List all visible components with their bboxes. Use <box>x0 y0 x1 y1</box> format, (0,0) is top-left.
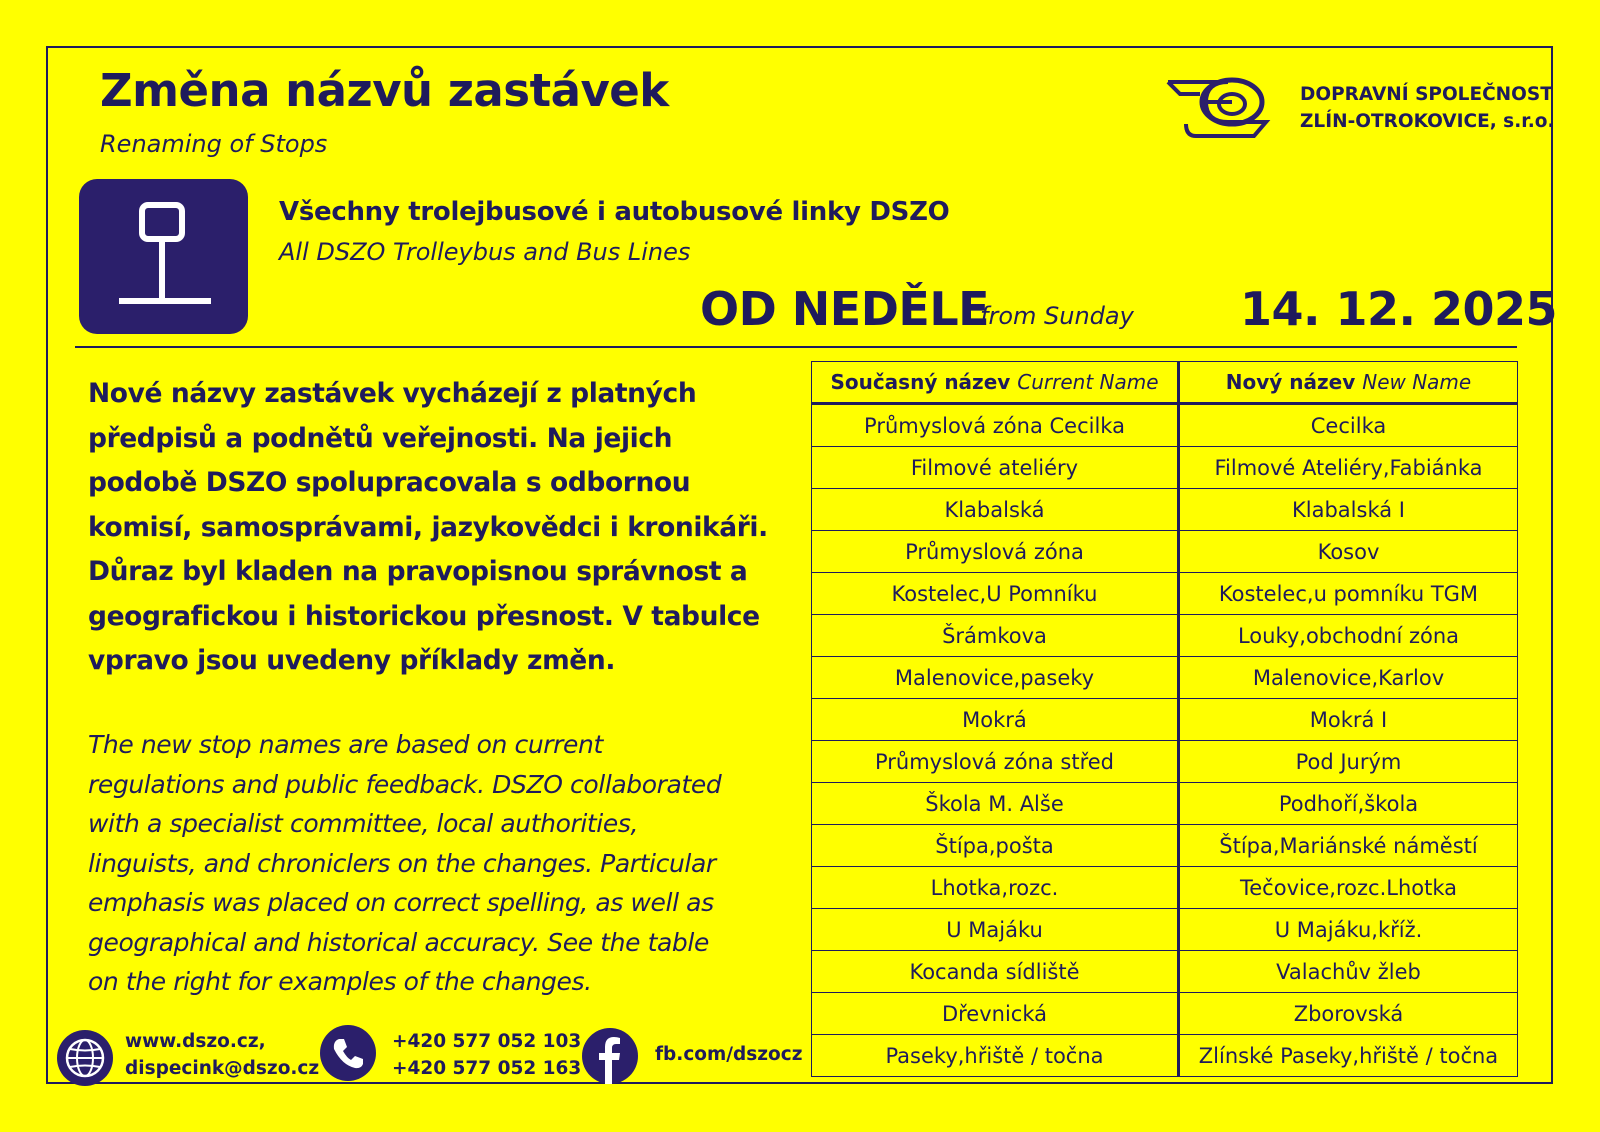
new-name-cell: Podhoří,škola <box>1179 783 1518 825</box>
phone-icon <box>320 1025 376 1081</box>
column-header-new-cz: Nový název <box>1225 370 1356 394</box>
intro-cz-line: vpravo jsou uvedeny příklady změn. <box>88 645 615 676</box>
table-row <box>812 657 1518 699</box>
current-name-cell: Štípa,pošta <box>812 825 1179 867</box>
intro-en-line: emphasis was placed on correct spelling, as well as <box>88 888 714 917</box>
new-name-cell: Štípa,Mariánské náměstí <box>1179 825 1518 867</box>
new-name-cell: Malenovice,Karlov <box>1179 657 1518 699</box>
intro-en-line: regulations and public feedback. DSZO collaborated <box>88 769 722 799</box>
intro-czech <box>88 372 788 684</box>
new-name-cell: Filmové Ateliéry,Fabiánka <box>1179 447 1518 489</box>
new-name-cell: Kostelec,u pomníku TGM <box>1179 573 1518 615</box>
intro-cz-line: Důraz byl kladen na pravopisnou správnost a <box>88 556 748 587</box>
current-name-cell: Škola M. Alše <box>812 783 1179 825</box>
table-row <box>812 825 1518 867</box>
current-name-cell: Filmové ateliéry <box>812 447 1179 489</box>
table-row <box>812 741 1518 783</box>
page-subtitle: Renaming of Stops <box>100 130 328 158</box>
table-row <box>812 489 1518 531</box>
new-name-cell: Zborovská <box>1179 993 1518 1035</box>
current-name-cell: U Majáku <box>812 909 1179 951</box>
table-row <box>812 447 1518 489</box>
table-row <box>812 783 1518 825</box>
current-name-cell: Paseky,hřiště / točna <box>812 1035 1179 1077</box>
intro-cz-line: Nové názvy zastávek vycházejí z platných <box>88 378 697 409</box>
column-header-current-en: Current Name <box>1017 370 1159 394</box>
new-name-cell: Klabalská I <box>1179 489 1518 531</box>
new-name-cell: Mokrá I <box>1179 699 1518 741</box>
current-name-cell: Klabalská <box>812 489 1179 531</box>
table-row <box>812 867 1518 909</box>
lines-title: Všechny trolejbusové i autobusové linky DSZO <box>279 197 950 227</box>
intro-cz-line: komisí, samosprávami, jazykovědci i kronikáři. <box>88 511 768 543</box>
intro-en-line: geographical and historical accuracy. See the table <box>88 927 709 957</box>
table-row <box>812 404 1518 447</box>
intro-cz-line: předpisů a podnětů veřejnosti. Na jejich <box>88 422 673 454</box>
current-name-cell: Kostelec,U Pomníku <box>812 573 1179 615</box>
table-header-row <box>812 362 1518 404</box>
bus-stop-icon <box>79 179 248 334</box>
new-name-cell: Cecilka <box>1179 404 1518 447</box>
footer-phones <box>392 1028 581 1082</box>
current-name-cell: Mokrá <box>812 699 1179 741</box>
lines-subtitle: All DSZO Trolleybus and Bus Lines <box>279 238 691 266</box>
intro-en-line: The new stop names are based on current <box>88 730 603 759</box>
header-divider <box>75 346 1517 348</box>
column-header-current-cz: Současný název <box>830 370 1011 394</box>
table-row <box>812 531 1518 573</box>
footer-web <box>125 1028 319 1082</box>
column-header-current <box>812 362 1179 404</box>
new-name-cell: U Majáku,kříž. <box>1179 909 1518 951</box>
new-name-cell: Tečovice,rozc.Lhotka <box>1179 867 1518 909</box>
company-name <box>1300 81 1554 135</box>
table-row <box>812 1035 1518 1077</box>
current-name-cell: Průmyslová zóna střed <box>812 741 1179 783</box>
table-row <box>812 909 1518 951</box>
facebook-link[interactable]: fb.com/dszocz <box>655 1044 803 1065</box>
current-name-cell: Průmyslová zóna Cecilka <box>812 404 1179 447</box>
facebook-icon <box>582 1028 638 1084</box>
new-name-cell: Louky,obchodní zóna <box>1179 615 1518 657</box>
new-name-cell: Zlínské Paseky,hřiště / točna <box>1179 1035 1518 1077</box>
new-name-cell: Pod Jurým <box>1179 741 1518 783</box>
intro-cz-line: podobě DSZO spolupracovala s odbornou <box>88 467 691 498</box>
globe-icon <box>57 1030 113 1086</box>
current-name-cell: Šrámkova <box>812 615 1179 657</box>
current-name-cell: Průmyslová zóna <box>812 531 1179 573</box>
email-link[interactable]: dispecink@dszo.cz <box>125 1058 320 1079</box>
intro-en-line: on the right for examples of the changes. <box>88 967 592 996</box>
new-name-cell: Kosov <box>1179 531 1518 573</box>
dszo-logo-icon <box>1166 72 1278 142</box>
intro-en-line: with a specialist committee, local authorities, <box>88 809 638 838</box>
effective-label-en: from Sunday <box>980 302 1134 330</box>
website-link[interactable]: www.dszo.cz, <box>125 1031 266 1052</box>
intro-cz-line: geografickou i historickou přesnost. V tabulce <box>88 600 760 632</box>
table-row <box>812 951 1518 993</box>
intro-en-line: linguists, and chroniclers on the changes. Particular <box>88 848 716 878</box>
column-header-new-en: New Name <box>1362 370 1472 394</box>
table-row <box>812 573 1518 615</box>
page-title: Změna názvů zastávek <box>100 64 669 117</box>
company-line-1: DOPRAVNÍ SPOLEČNOST <box>1300 84 1553 105</box>
phone-number-1[interactable]: +420 577 052 103 <box>392 1031 582 1052</box>
column-header-new <box>1179 362 1518 404</box>
stop-rename-table <box>811 361 1518 1077</box>
current-name-cell: Malenovice,paseky <box>812 657 1179 699</box>
phone-number-2[interactable]: +420 577 052 163 <box>392 1058 582 1079</box>
current-name-cell: Kocanda sídliště <box>812 951 1179 993</box>
new-name-cell: Valachův žleb <box>1179 951 1518 993</box>
company-line-2: ZLÍN-OTROKOVICE, s.r.o. <box>1300 111 1555 132</box>
intro-english <box>88 725 788 1002</box>
table-row <box>812 993 1518 1035</box>
effective-date: 14. 12. 2025 <box>1240 282 1558 336</box>
effective-label: OD NEDĚLE <box>700 282 990 336</box>
table-row <box>812 699 1518 741</box>
table-row <box>812 615 1518 657</box>
current-name-cell: Lhotka,rozc. <box>812 867 1179 909</box>
current-name-cell: Dřevnická <box>812 993 1179 1035</box>
